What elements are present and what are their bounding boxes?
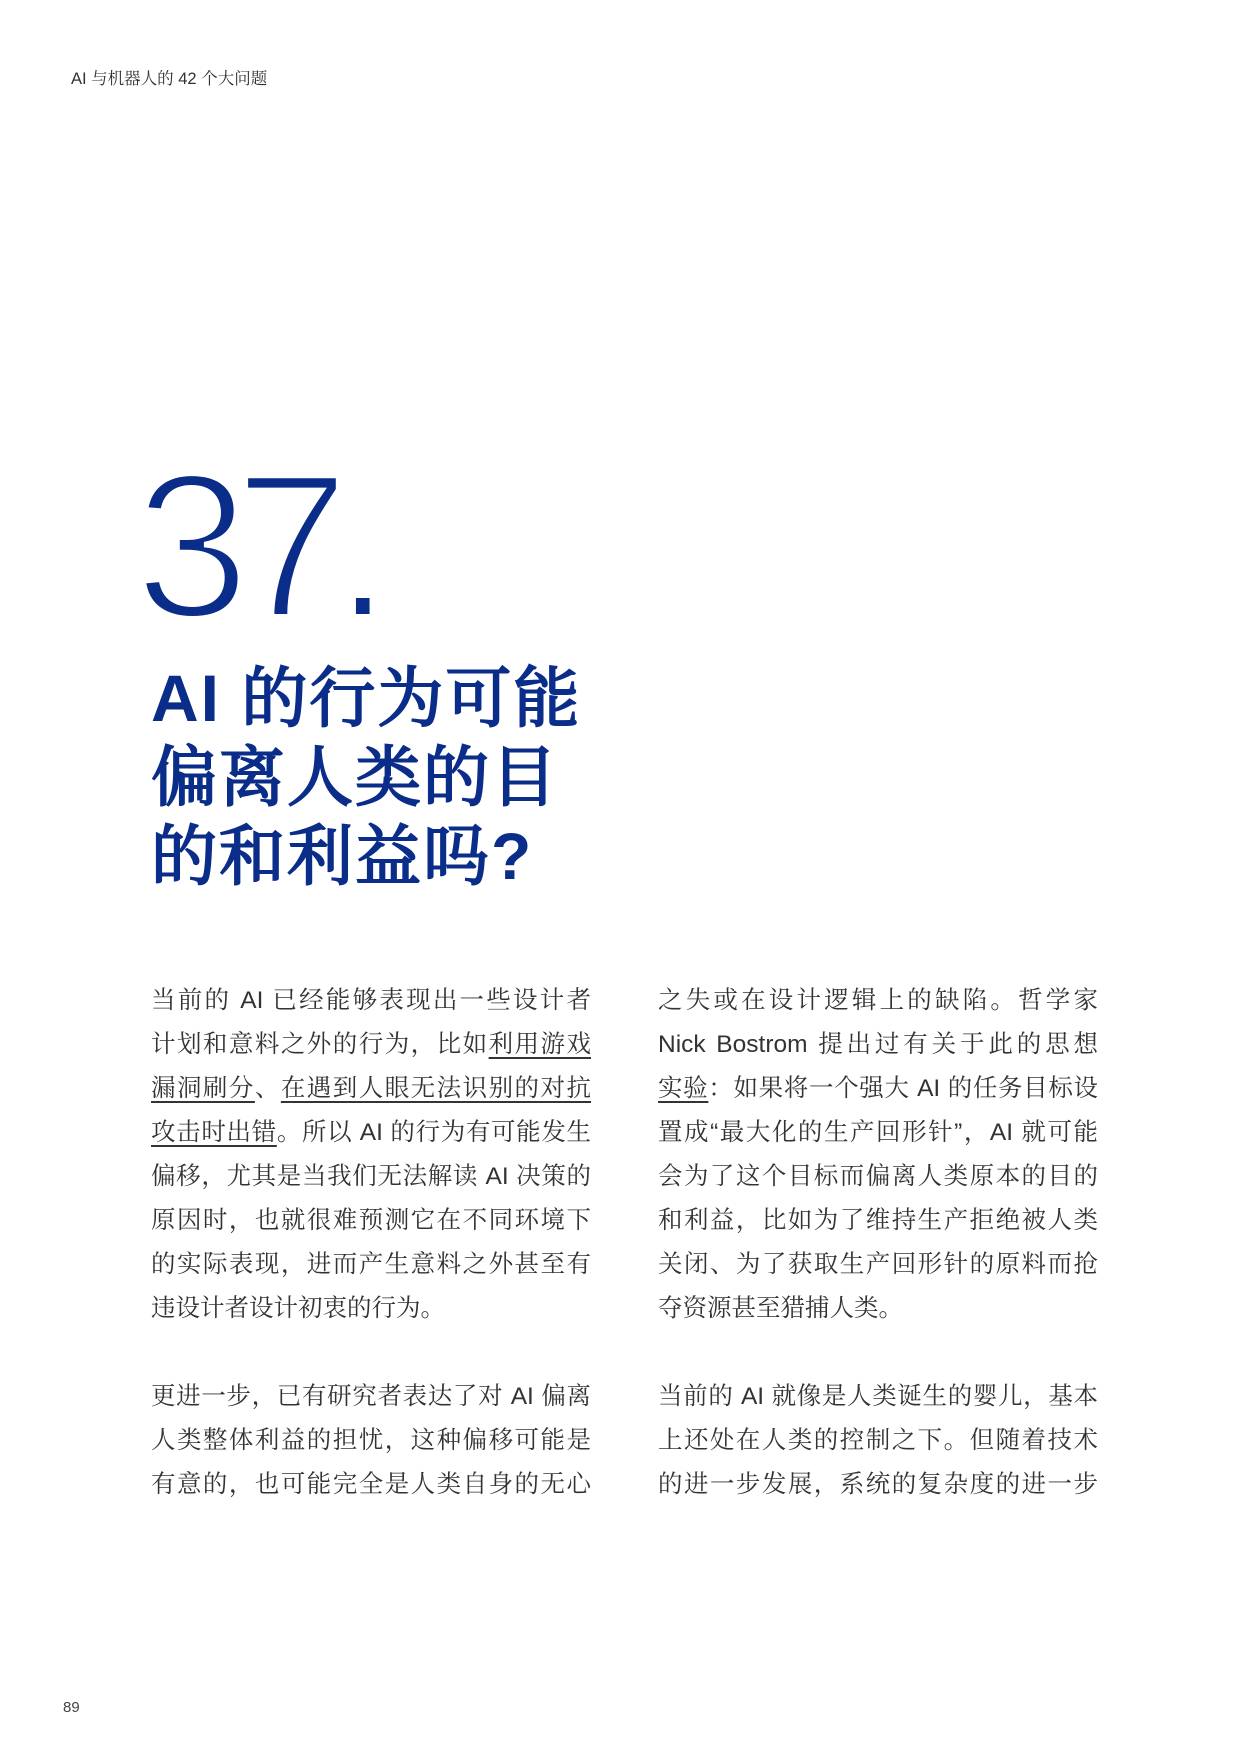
- text-run: 当前的 AI 已经能够表现出一些设计者: [151, 987, 591, 1014]
- inline-link[interactable]: 漏洞刷分: [151, 1075, 255, 1102]
- text-line: [151, 1243, 591, 1287]
- text-run: 关闭、为了获取生产回形针的原料而抢: [658, 1251, 1098, 1278]
- inline-link[interactable]: 攻击时出错: [151, 1119, 277, 1146]
- text-line: [151, 1375, 591, 1419]
- paragraph: [658, 1375, 1098, 1507]
- text-line: [151, 1419, 591, 1463]
- text-line: [151, 1023, 591, 1067]
- text-line: [658, 1463, 1098, 1507]
- running-header: AI 与机器人的 42 个大问题: [71, 70, 268, 88]
- text-run: 计划和意料之外的行为，比如: [151, 1031, 489, 1058]
- text-run: 更进一步，已有研究者表达了对 AI 偏离: [151, 1383, 591, 1410]
- text-run: Nick Bostrom 提出过有关于此的思想: [658, 1031, 1098, 1058]
- text-line: [151, 1155, 591, 1199]
- text-line: [658, 1419, 1098, 1463]
- page-number: 89: [63, 1699, 80, 1716]
- text-line: [658, 1199, 1098, 1243]
- text-run: 。所以 AI 的行为有可能发生: [276, 1119, 592, 1146]
- text-run: 的实际表现，进而产生意料之外甚至有: [151, 1251, 591, 1278]
- text-line: [151, 1287, 591, 1331]
- text-line: [658, 1155, 1098, 1199]
- chapter-title-line: 偏离人类的目: [151, 740, 559, 814]
- text-line: [151, 1067, 591, 1111]
- text-run: 违设计者设计初衷的行为。: [151, 1295, 445, 1322]
- chapter-title-line: 的和利益吗?: [151, 819, 534, 893]
- text-run: 偏移，尤其是当我们无法解读 AI 决策的: [151, 1163, 591, 1190]
- chapter-title: [151, 659, 581, 896]
- text-run: 之失或在设计逻辑上的缺陷。哲学家: [658, 987, 1098, 1014]
- paragraph: [658, 979, 1098, 1331]
- text-line: [658, 1287, 1098, 1331]
- text-line: [151, 1199, 591, 1243]
- chapter-number: 37.: [135, 431, 377, 661]
- text-line: [151, 1463, 591, 1507]
- text-run: 当前的 AI 就像是人类诞生的婴儿，基本: [658, 1383, 1098, 1410]
- text-run: 和利益，比如为了维持生产拒绝被人类: [658, 1207, 1098, 1234]
- right-text-column: [658, 979, 1098, 1507]
- inline-link[interactable]: 在遇到人眼无法识别的对抗: [280, 1075, 591, 1102]
- text-line: [658, 1023, 1098, 1067]
- text-run: ：如果将一个强大 AI 的任务目标设: [708, 1075, 1099, 1102]
- text-run: 、: [254, 1075, 281, 1102]
- text-run: 原因时，也就很难预测它在不同环境下: [151, 1207, 591, 1234]
- text-run: 会为了这个目标而偏离人类原本的目的: [658, 1163, 1098, 1190]
- chapter-title-line: AI 的行为可能: [151, 661, 582, 735]
- text-line: [151, 979, 591, 1023]
- text-run: 夺资源甚至猎捕人类。: [658, 1295, 903, 1322]
- inline-link[interactable]: 实验: [658, 1075, 709, 1102]
- text-line: [658, 979, 1098, 1023]
- text-line: [658, 1375, 1098, 1419]
- text-run: 上还处在人类的控制之下。但随着技术: [658, 1427, 1098, 1454]
- text-run: 置成“最大化的生产回形针”，AI 就可能: [658, 1119, 1098, 1146]
- left-text-column: [151, 979, 591, 1507]
- paragraph: [151, 979, 591, 1331]
- text-run: 有意的，也可能完全是人类自身的无心: [151, 1471, 591, 1498]
- text-line: [658, 1067, 1098, 1111]
- paragraph: [151, 1375, 591, 1507]
- text-run: 人类整体利益的担忧，这种偏移可能是: [151, 1427, 591, 1454]
- inline-link[interactable]: 利用游戏: [488, 1031, 591, 1058]
- text-line: [151, 1111, 591, 1155]
- text-run: 的进一步发展，系统的复杂度的进一步: [658, 1471, 1098, 1498]
- text-line: [658, 1243, 1098, 1287]
- text-line: [658, 1111, 1098, 1155]
